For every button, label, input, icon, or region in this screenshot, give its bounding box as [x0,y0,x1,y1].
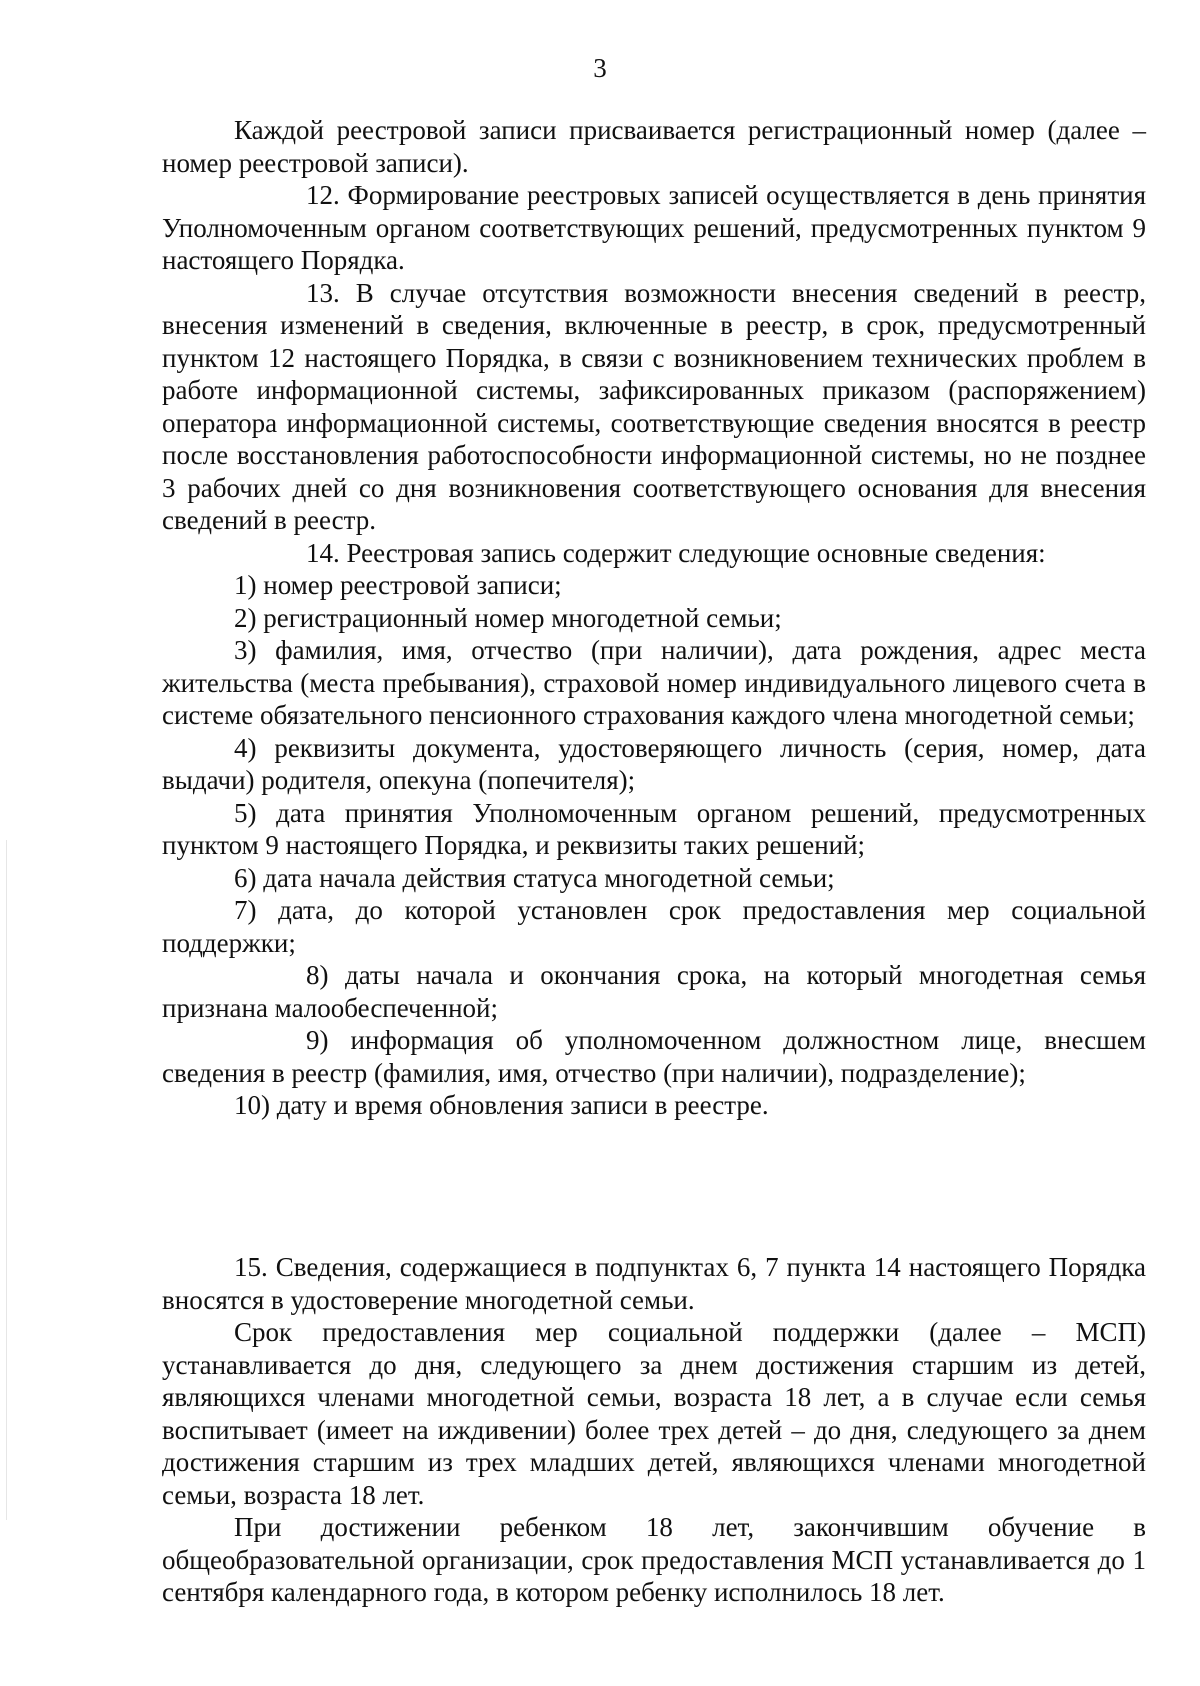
list-item-text: даты начала и окончания срока, на который многодетная семья признана малообеспеченной; [162,960,1147,1023]
list-item-2 [162,602,1146,635]
paragraph-number: 12. [306,180,340,210]
list-item-5 [162,797,1146,862]
paragraph-msp-education [162,1511,1146,1609]
list-item-number: 8) [306,960,329,990]
list-item-10 [162,1089,1146,1122]
paragraph-15 [162,1251,1146,1316]
page-number: 3 [593,53,607,83]
list-item-text: дата принятия Уполномоченным органом решений, предусмотренных пунктом 9 настоящего Порядка, и реквизиты таких решений; [162,797,1147,860]
list-item-6 [162,862,1146,895]
list-item-text: номер реестровой записи; [263,570,562,600]
list-item-number: 1) [234,570,257,600]
list-item-8 [162,959,1146,1024]
list-item-text: фамилия, имя, отчество (при наличии), дата рождения, адрес места жительства (места пребывания), страховой номер индивидуального лицевого счета в системе обязательного пенсионного страхования каждого члена многодетной семьи; [162,635,1146,730]
list-item-number: 5) [234,797,257,828]
paragraph-registry-number [162,114,1146,179]
paragraph-12 [162,179,1146,277]
paragraph-text: Каждой реестровой записи присваивается регистрационный номер (далее – номер реестровой записи). [162,115,1146,178]
list-item-number: 4) [234,732,257,763]
paragraph-13 [162,277,1146,537]
list-item-text: дата, до которой установлен срок предоставления мер социальной поддержки; [162,895,1147,958]
list-item-4 [162,732,1146,797]
paragraph-text: В случае отсутствия возможности внесения сведений в реестр, внесения изменений в сведения, включенные в реестр, в срок, предусмотренный пунктом 12 настоящего Порядка, в связи с возникновением технических проблем в работе информационной системы, зафиксированных приказом (распоряжением) оператора информационной системы, соответствующие сведения вносятся в реестр после восстановления работоспособности информационной системы, но не позднее 3 рабочих дней со дня возникновения соответствующего основания для внесения сведений в реестр. [162,277,1146,535]
list-item-number: 9) [306,1025,329,1055]
paragraph-14 [162,537,1146,570]
paragraph-text: Сведения, содержащиеся в подпунктах 6, 7 пункта 14 настоящего Порядка вносятся в удостоверение многодетной семьи. [162,1252,1147,1315]
list-item-text: информация об уполномоченном должностном лице, внесшем сведения в реестр (фамилия, имя, отчество (при наличии), подразделение); [162,1025,1146,1088]
paragraph-text: При достижении ребенком 18 лет, закончившим обучение в общеобразовательной организации, срок предоставления МСП устанавливается до 1 сентября календарного года, в котором ребенку исполнилось 18 лет. [162,1512,1146,1607]
list-item-text: дату и время обновления записи в реестре. [276,1090,769,1120]
paragraph-number: 14. [306,537,340,568]
paragraph-number: 15. [234,1252,268,1282]
document-body-bottom [162,1251,1146,1609]
list-item-number: 3) [234,635,257,665]
list-item-7 [162,894,1146,959]
list-item-1 [162,569,1146,602]
list-item-text: регистрационный номер многодетной семьи; [263,602,782,633]
list-item-number: 7) [234,895,257,925]
list-item-text: дата начала действия статуса многодетной семьи; [263,862,835,893]
list-item-9 [162,1024,1146,1089]
paragraph-text: Срок предоставления мер социальной поддержки (далее – МСП) устанавливается до дня, следующего за днем достижения старшим из детей, являющихся членами многодетной семьи, возраста 18 лет, а в случае если семья воспитывает (имеет на иждивении) более трех детей – до дня, следующего за днем достижения старшим из трех младших детей, являющихся членами многодетной семьи, возраста 18 лет. [162,1317,1146,1510]
list-item-3 [162,634,1146,732]
paragraph-number: 13. [306,277,340,308]
list-item-number: 2) [234,602,257,633]
paragraph-msp-term [162,1316,1146,1511]
list-item-number: 10) [234,1090,270,1120]
paragraph-text: Реестровая запись содержит следующие основные сведения: [346,537,1046,568]
scan-edge-shadow [6,840,7,1520]
list-item-number: 6) [234,862,257,893]
list-item-text: реквизиты документа, удостоверяющего личность (серия, номер, дата выдачи) родителя, опекуна (попечителя); [162,732,1146,795]
document-body-top [162,114,1146,1122]
paragraph-text: Формирование реестровых записей осуществляется в день принятия Уполномоченным органом соответствующих решений, предусмотренных пунктом 9 настоящего Порядка. [162,180,1146,275]
